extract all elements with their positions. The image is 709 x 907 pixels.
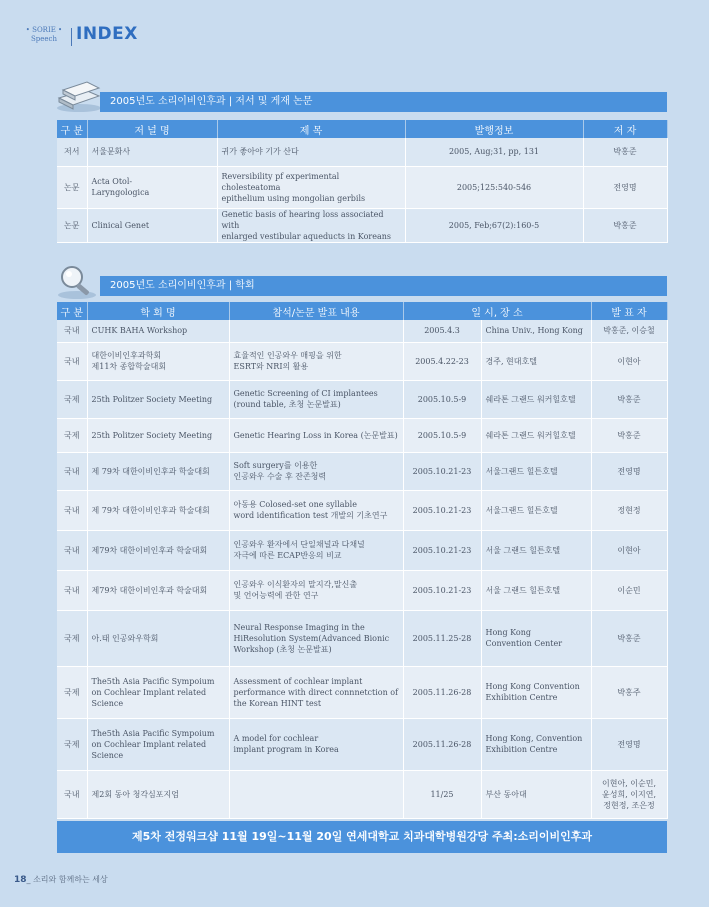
- table-cell: 2005, Feb;67(2):160-5: [405, 208, 583, 242]
- table-cell: 박홍준, 이승철: [591, 320, 667, 342]
- table-cell: 정현정: [591, 490, 667, 530]
- table-cell: 국내: [57, 452, 87, 490]
- table-cell: 이현아: [591, 530, 667, 570]
- table-cell: 효율적인 인공와우 매핑을 위한 ESRT와 NRI의 활용: [229, 342, 403, 380]
- table-cell: Genetic Hearing Loss in Korea (논문발표): [229, 418, 403, 452]
- header-divider: [71, 28, 72, 46]
- table-row: [57, 380, 667, 418]
- table-cell: 서울 그랜드 힐튼호텔: [481, 530, 591, 570]
- table-cell: 박홍준: [583, 208, 667, 242]
- table-cell: 아동용 Colosed-set one syllable word identification test 개발의 기초연구: [229, 490, 403, 530]
- table-cell: 2005.11.25-28: [403, 610, 481, 666]
- table-cell: 제2회 동아 청각심포지엄: [87, 770, 229, 818]
- section1-banner: 2005년도 소리이비인후과 | 저서 및 게재 논문: [100, 92, 667, 112]
- table-cell: 인공와우 환자에서 단일채널과 다채널 자극에 따른 ECAP반응의 비교: [229, 530, 403, 570]
- table-cell: Reversibility pf experimental cholesteatoma epithelium using mongolian gerbils: [217, 166, 405, 208]
- page-footer: 18_ 소리와 함께하는 세상: [14, 875, 108, 885]
- table-cell: 국제: [57, 666, 87, 718]
- table-row: [57, 666, 667, 718]
- table-row: [57, 452, 667, 490]
- table-row: [57, 490, 667, 530]
- table-cell: Clinical Genet: [87, 208, 217, 242]
- table-cell: 2005;125:540-546: [405, 166, 583, 208]
- table-cell: 귀가 좋아야 기가 산다: [217, 138, 405, 166]
- table-cell: 서울그랜드 힐튼호텔: [481, 452, 591, 490]
- table-cell: 박홍준: [591, 418, 667, 452]
- col-header: 참석/논문 발표 내용: [229, 302, 403, 320]
- table-cell: 국내: [57, 320, 87, 342]
- table-cell: 이현아: [591, 342, 667, 380]
- table-cell: The5th Asia Pacific Sympoium on Cochlear Implant related Science: [87, 666, 229, 718]
- table-cell: Acta Otol- Laryngologica: [87, 166, 217, 208]
- table-cell: 국내: [57, 490, 87, 530]
- table-cell: 국내: [57, 530, 87, 570]
- footer-text: 소리와 함께하는 세상: [33, 875, 108, 884]
- col-header: 일 시, 장 소: [403, 302, 591, 320]
- magnifier-icon: [55, 262, 99, 300]
- table-cell: 국제: [57, 718, 87, 770]
- table-cell: Hong Kong Convention Exhibition Centre: [481, 666, 591, 718]
- table-cell: 2005.10.5-9: [403, 380, 481, 418]
- table-row: [57, 610, 667, 666]
- table-header-row: [57, 302, 667, 320]
- table-cell: 2005, Aug;31, pp, 131: [405, 138, 583, 166]
- table-cell: [229, 770, 403, 818]
- workshop-banner: 제5차 전정워크샵 11월 19일~11월 20일 연세대학교 치과대학병원강당 주최:소리이비인후과: [57, 821, 667, 853]
- table-cell: 2005.11.26-28: [403, 718, 481, 770]
- col-header: 발 표 자: [591, 302, 667, 320]
- table-row: [57, 418, 667, 452]
- table-cell: The5th Asia Pacific Sympoium on Cochlear Implant related Science: [87, 718, 229, 770]
- conferences-table: [57, 302, 668, 819]
- table-cell: 2005.10.21-23: [403, 570, 481, 610]
- table-cell: 2005.10.21-23: [403, 490, 481, 530]
- table-cell: 논문: [57, 208, 87, 242]
- table-cell: 전영명: [591, 718, 667, 770]
- table-row: [57, 166, 667, 208]
- table-header-row: [57, 120, 667, 138]
- table-cell: 대한이비인후과학회 제11차 종합학술대회: [87, 342, 229, 380]
- table-cell: Hong Kong, Convention Exhibition Centre: [481, 718, 591, 770]
- col-header: 구 분: [57, 120, 87, 138]
- table-cell: 서울그랜드 힐튼호텔: [481, 490, 591, 530]
- table-cell: 경주, 현대호텔: [481, 342, 591, 380]
- table-cell: 박홍주: [591, 666, 667, 718]
- col-header: 저 널 명: [87, 120, 217, 138]
- table-cell: 제 79차 대한이비인후과 학술대회: [87, 490, 229, 530]
- table-cell: Neural Response Imaging in the HiResolution System(Advanced Bionic Workshop (초청 논문발표): [229, 610, 403, 666]
- section2-banner: 2005년도 소리이비인후과 | 학회: [100, 276, 667, 296]
- table-cell: 2005.10.21-23: [403, 530, 481, 570]
- table-cell: 국제: [57, 418, 87, 452]
- table-cell: Hong Kong Convention Center: [481, 610, 591, 666]
- table-cell: 전영명: [583, 166, 667, 208]
- table-row: [57, 770, 667, 818]
- table-cell: 박홍준: [591, 380, 667, 418]
- table-cell: 국제: [57, 380, 87, 418]
- table-cell: 제79차 대한이비인후과 학술대회: [87, 530, 229, 570]
- table-cell: China Univ., Hong Kong: [481, 320, 591, 342]
- table-row: [57, 342, 667, 380]
- table-row: [57, 530, 667, 570]
- table-cell: 저서: [57, 138, 87, 166]
- table-cell: 논문: [57, 166, 87, 208]
- table-cell: 박홍준: [583, 138, 667, 166]
- table-cell: 2005.4.22-23: [403, 342, 481, 380]
- table-cell: 2005.11.26-28: [403, 666, 481, 718]
- table-cell: 2005.10.21-23: [403, 452, 481, 490]
- table-cell: 2005.10.5-9: [403, 418, 481, 452]
- table-cell: 박홍준: [591, 610, 667, 666]
- col-header: 저 자: [583, 120, 667, 138]
- books-icon: [55, 76, 103, 114]
- table-cell: 국내: [57, 570, 87, 610]
- table-cell: 전영명: [591, 452, 667, 490]
- publications-table: [57, 120, 668, 243]
- table-row: [57, 718, 667, 770]
- table-row: [57, 138, 667, 166]
- table-cell: 쉐라톤 그랜드 워커힐호텔: [481, 380, 591, 418]
- col-header: 학 회 명: [87, 302, 229, 320]
- table-cell: 인공와우 이식환자의 말지각,말신출 및 언어능력에 관한 연구: [229, 570, 403, 610]
- page-title: INDEX: [76, 24, 138, 44]
- table-cell: 25th Politzer Society Meeting: [87, 380, 229, 418]
- table-cell: 2005.4.3: [403, 320, 481, 342]
- table-cell: 서울문화사: [87, 138, 217, 166]
- table-cell: 아.태 인공와우학회: [87, 610, 229, 666]
- table-cell: [229, 320, 403, 342]
- table-cell: 국내: [57, 770, 87, 818]
- table-cell: 25th Politzer Society Meeting: [87, 418, 229, 452]
- col-header: 제 목: [217, 120, 405, 138]
- table-cell: 서울 그랜드 힐튼호텔: [481, 570, 591, 610]
- page-number: 18: [14, 875, 27, 885]
- table-cell: 국내: [57, 342, 87, 380]
- table-cell: Soft surgery를 이용한 인공와우 수술 후 잔존청력: [229, 452, 403, 490]
- table-cell: 이현아, 이순민, 윤성희, 이지연, 정현정, 조은정: [591, 770, 667, 818]
- sorie-logo: • SORIE • Speech: [25, 26, 63, 43]
- table-cell: 국제: [57, 610, 87, 666]
- table-cell: 이순민: [591, 570, 667, 610]
- table-cell: CUHK BAHA Workshop: [87, 320, 229, 342]
- table-cell: 부산 동아대: [481, 770, 591, 818]
- table-cell: A model for cochlear implant program in Korea: [229, 718, 403, 770]
- table-cell: 11/25: [403, 770, 481, 818]
- table-cell: Genetic basis of hearing loss associated with enlarged vestibular aqueducts in Koreans: [217, 208, 405, 242]
- table-cell: 제 79차 대한이비인후과 학술대회: [87, 452, 229, 490]
- table-row: [57, 570, 667, 610]
- table-cell: 제79차 대한이비인후과 학술대회: [87, 570, 229, 610]
- table-cell: Assessment of cochlear implant performance with direct connnetction of the Korean HINT test: [229, 666, 403, 718]
- table-row: [57, 208, 667, 242]
- table-cell: Genetic Screening of CI implantees (round table, 초청 논문발표): [229, 380, 403, 418]
- col-header: 발행정보: [405, 120, 583, 138]
- col-header: 구 분: [57, 302, 87, 320]
- table-cell: 쉐라톤 그랜드 워커힐호텔: [481, 418, 591, 452]
- table-row: [57, 320, 667, 342]
